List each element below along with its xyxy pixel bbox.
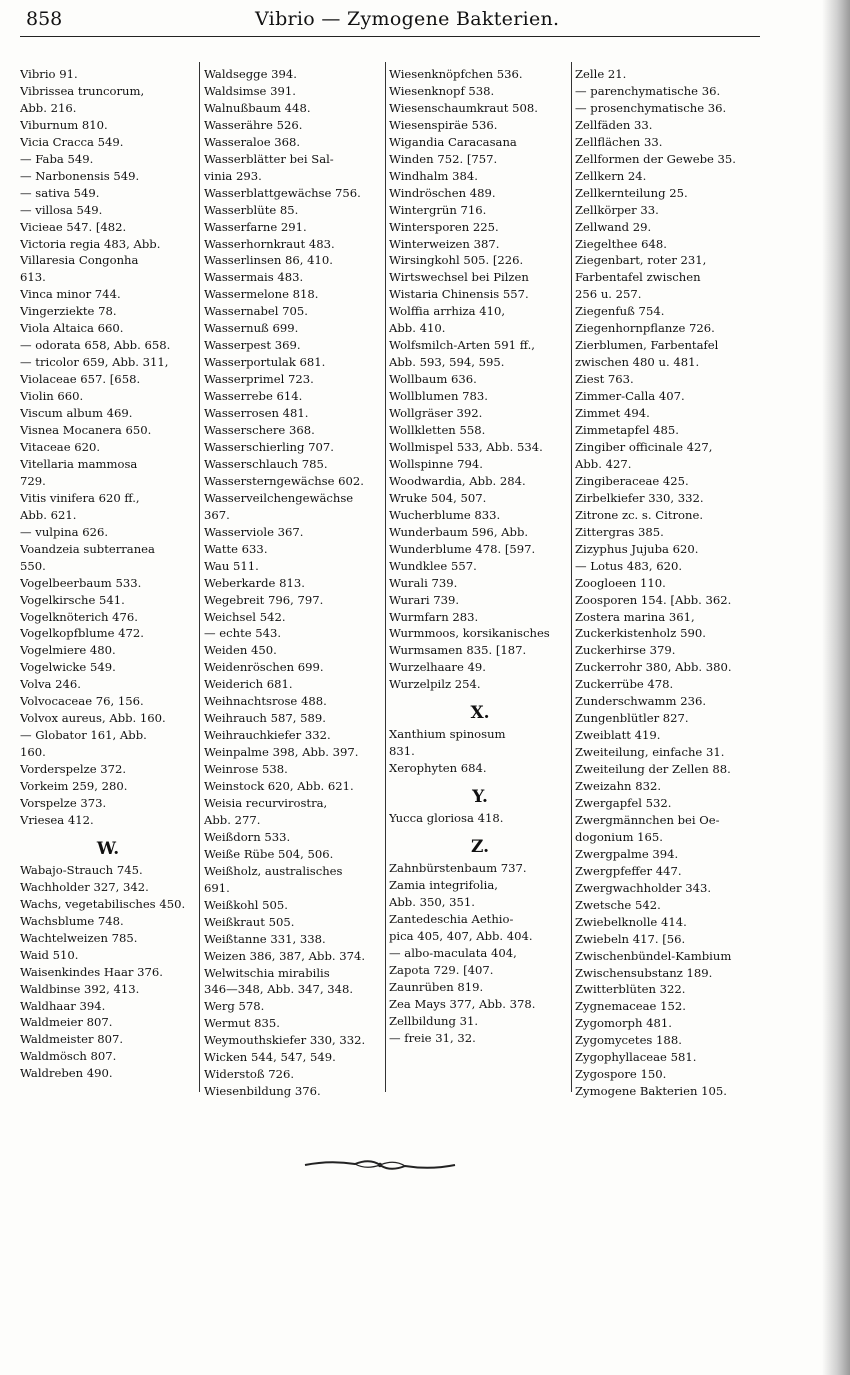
index-entry: — Globator 161, Abb. bbox=[20, 728, 147, 743]
index-entry: — echte 543. bbox=[204, 626, 282, 641]
index-entry: Zoosporen 154. [Abb. 362. bbox=[575, 592, 732, 607]
index-column-2 bbox=[204, 66, 382, 1100]
index-column-1 bbox=[20, 66, 196, 1082]
section-letter: Z. bbox=[470, 837, 490, 858]
index-entry: Zweiteilung, einfache 31. bbox=[575, 745, 725, 760]
index-entry: Xanthium spinosum bbox=[389, 727, 506, 742]
index-entry: Farbentafel zwischen bbox=[575, 270, 701, 285]
index-entry: Vingerziekte 78. bbox=[20, 304, 117, 319]
index-entry: Zymogene Bakterien 105. bbox=[575, 1084, 727, 1099]
index-entry: Vogelkopfblume 472. bbox=[20, 626, 144, 641]
index-entry: Zaunrüben 819. bbox=[389, 979, 484, 994]
index-entry: Vitaceae 620. bbox=[20, 439, 101, 454]
index-entry: Zantedeschia Aethio- bbox=[389, 911, 514, 926]
index-entry: Villaresia Congonha bbox=[20, 253, 139, 268]
index-entry: Wigandia Caracasana bbox=[389, 134, 517, 149]
index-entry: Ziegenfuß 754. bbox=[575, 304, 665, 319]
index-entry: Zuckerrübe 478. bbox=[575, 677, 674, 692]
index-entry: Weinstock 620, Abb. 621. bbox=[204, 779, 354, 794]
section-letter: Y. bbox=[472, 787, 488, 808]
index-entry: 256 u. 257. bbox=[575, 287, 642, 302]
index-entry: Widerstoß 726. bbox=[204, 1067, 295, 1082]
index-entry: Zellformen der Gewebe 35. bbox=[575, 151, 736, 166]
index-entry: Wasserportulak 681. bbox=[204, 355, 326, 370]
index-entry: zwischen 480 u. 481. bbox=[575, 355, 700, 370]
index-entry: Abb. 427. bbox=[575, 456, 632, 471]
index-entry: Welwitschia mirabilis bbox=[204, 965, 330, 980]
index-entry: Wollspinne 794. bbox=[389, 456, 483, 471]
index-entry: Wollblumen 783. bbox=[389, 389, 488, 404]
index-entry: Weißtanne 331, 338. bbox=[204, 931, 326, 946]
end-ornament bbox=[300, 1150, 460, 1180]
index-entry: Zwiebeln 417. [56. bbox=[575, 931, 686, 946]
index-entry: Zittergras 385. bbox=[575, 524, 664, 539]
index-entry: Wachsblume 748. bbox=[20, 913, 124, 928]
index-entry: Zwischensubstanz 189. bbox=[575, 965, 713, 980]
index-entry: Abb. 410. bbox=[389, 321, 446, 336]
index-entry: 831. bbox=[389, 744, 415, 759]
index-entry: Ziegenbart, roter 231, bbox=[575, 253, 707, 268]
index-entry: Walnußbaum 448. bbox=[204, 100, 311, 115]
index-entry: Voandzeia subterranea bbox=[20, 541, 155, 556]
index-entry: Waldsimse 391. bbox=[204, 83, 296, 98]
index-entry: Zapota 729. [407. bbox=[389, 962, 494, 977]
index-entry: Weihrauch 587, 589. bbox=[204, 711, 326, 726]
index-entry: Wirsingkohl 505. [226. bbox=[389, 253, 524, 268]
index-column-3 bbox=[389, 66, 571, 1047]
index-entry: Wurmmoos, korsikanisches bbox=[389, 626, 550, 641]
index-entry: Wintersporen 225. bbox=[389, 219, 499, 234]
index-entry: Wunderblume 478. [597. bbox=[389, 541, 536, 556]
index-entry: Zwischenbündel-Kambium bbox=[575, 948, 732, 963]
index-entry: Vogelbeerbaum 533. bbox=[20, 575, 142, 590]
index-entry: — albo-maculata 404, bbox=[389, 945, 517, 960]
index-entry: Vitellaria mammosa bbox=[20, 456, 138, 471]
index-entry: Zahnbürstenbaum 737. bbox=[389, 861, 527, 876]
index-entry: Volva 246. bbox=[20, 677, 81, 692]
section-letter: W. bbox=[96, 838, 120, 859]
index-entry: Wasserähre 526. bbox=[204, 117, 303, 132]
index-entry: Zingiberaceae 425. bbox=[575, 473, 689, 488]
index-entry: Vogelknöterich 476. bbox=[20, 609, 138, 624]
index-entry: Weinrose 538. bbox=[204, 762, 288, 777]
index-entry: Victoria regia 483, Abb. bbox=[20, 236, 161, 251]
index-entry: Wassermelone 818. bbox=[204, 287, 319, 302]
index-entry: Wachtelweizen 785. bbox=[20, 930, 138, 945]
index-entry: Yucca gloriosa 418. bbox=[389, 811, 504, 826]
page-header bbox=[0, 8, 850, 38]
index-entry: Watte 633. bbox=[204, 541, 268, 556]
index-entry: Zuckerkistenholz 590. bbox=[575, 626, 706, 641]
index-entry: Abb. 621. bbox=[20, 507, 77, 522]
index-entry: Zwiebelknolle 414. bbox=[575, 914, 687, 929]
column-divider bbox=[385, 62, 386, 1092]
index-entry: Zamia integrifolia, bbox=[389, 878, 498, 893]
index-entry: Zellfäden 33. bbox=[575, 117, 653, 132]
index-entry: Wurzelpilz 254. bbox=[389, 677, 481, 692]
index-entry: Wassernuß 699. bbox=[204, 321, 299, 336]
index-entry: Abb. 216. bbox=[20, 100, 77, 115]
index-entry: Weißkohl 505. bbox=[204, 897, 288, 912]
index-entry: Zellwand 29. bbox=[575, 219, 652, 234]
index-entry: Wundklee 557. bbox=[389, 558, 477, 573]
index-entry: Zostera marina 361, bbox=[575, 609, 695, 624]
column-divider bbox=[571, 62, 572, 1092]
index-entry: Wiesenspiräe 536. bbox=[389, 117, 498, 132]
index-column-4 bbox=[575, 66, 753, 1100]
index-entry: Wintergrün 716. bbox=[389, 202, 487, 217]
index-entry: Weißholz, australisches bbox=[204, 863, 343, 878]
index-entry: Zygomycetes 188. bbox=[575, 1033, 682, 1048]
index-entry: Weymouthskiefer 330, 332. bbox=[204, 1033, 366, 1048]
index-entry: Weberkarde 813. bbox=[204, 575, 305, 590]
index-entry: Waldhaar 394. bbox=[20, 998, 106, 1013]
index-entry: Waldmösch 807. bbox=[20, 1049, 117, 1064]
index-entry: — Lotus 483, 620. bbox=[575, 558, 683, 573]
index-entry: Wasserrebe 614. bbox=[204, 389, 303, 404]
index-entry: Wicken 544, 547, 549. bbox=[204, 1050, 336, 1065]
index-entry: Weihnachtsrose 488. bbox=[204, 694, 327, 709]
index-entry: Weisia recurvirostra, bbox=[204, 795, 328, 810]
index-entry: Vicia Cracca 549. bbox=[20, 134, 124, 149]
index-entry: Vriesea 412. bbox=[20, 812, 94, 827]
index-entry: Vogelwicke 549. bbox=[20, 660, 116, 675]
index-entry: Wolfsmilch-Arten 591 ff., bbox=[389, 338, 535, 353]
index-entry: Zunderschwamm 236. bbox=[575, 694, 707, 709]
index-entry: Zellkernteilung 25. bbox=[575, 185, 688, 200]
index-entry: Wucherblume 833. bbox=[389, 507, 501, 522]
section-letter: X. bbox=[470, 703, 490, 724]
page-number: 858 bbox=[26, 8, 63, 30]
index-entry: Volvox aureus, Abb. 160. bbox=[20, 711, 166, 726]
index-entry: — parenchymatische 36. bbox=[575, 83, 721, 98]
index-entry: Wurari 739. bbox=[389, 592, 460, 607]
index-entry: Weichsel 542. bbox=[204, 609, 286, 624]
index-entry: Waldsegge 394. bbox=[204, 67, 297, 81]
index-entry: Wasserschlauch 785. bbox=[204, 456, 328, 471]
index-entry: Wasserblüte 85. bbox=[204, 202, 299, 217]
index-entry: Wollbaum 636. bbox=[389, 372, 477, 387]
index-entry: Zuckerrohr 380, Abb. 380. bbox=[575, 660, 732, 675]
index-entry: Wassermais 483. bbox=[204, 270, 304, 285]
index-entry: Volvocaceae 76, 156. bbox=[20, 694, 144, 709]
index-entry: Wasserhornkraut 483. bbox=[204, 236, 335, 251]
index-entry: Viburnum 810. bbox=[20, 117, 108, 132]
index-entry: Woodwardia, Abb. 284. bbox=[389, 473, 526, 488]
index-entry: Abb. 350, 351. bbox=[389, 894, 475, 909]
index-entry: Winden 752. [757. bbox=[389, 151, 498, 166]
index-entry: Wasserveilchengewächse bbox=[204, 490, 354, 505]
index-entry: Waldbinse 392, 413. bbox=[20, 981, 140, 996]
index-entry: — tricolor 659, Abb. 311, bbox=[20, 355, 169, 370]
index-entry: Zweiblatt 419. bbox=[575, 728, 661, 743]
index-entry: Zierblumen, Farbentafel bbox=[575, 338, 719, 353]
index-entry: Zuckerhirse 379. bbox=[575, 643, 676, 658]
index-entry: Weißdorn 533. bbox=[204, 829, 291, 844]
index-entry: Zelle 21. bbox=[575, 67, 627, 81]
index-entry: Winterweizen 387. bbox=[389, 236, 500, 251]
index-entry: Zwergpalme 394. bbox=[575, 846, 679, 861]
index-entry: Abb. 277. bbox=[204, 812, 261, 827]
index-entry: Vitis vinifera 620 ff., bbox=[20, 490, 140, 505]
index-entry: Violin 660. bbox=[20, 389, 84, 404]
index-entry: Weiden 450. bbox=[204, 643, 277, 658]
index-entry: Weidenröschen 699. bbox=[204, 660, 324, 675]
index-entry: Vogelmiere 480. bbox=[20, 643, 116, 658]
index-entry: Ziegenhornpflanze 726. bbox=[575, 321, 715, 336]
index-entry: Wau 511. bbox=[204, 558, 259, 573]
index-entry: Windröschen 489. bbox=[389, 185, 496, 200]
index-entry: Vicieae 547. [482. bbox=[20, 219, 127, 234]
index-entry: Werg 578. bbox=[204, 999, 265, 1014]
index-entry: Wirtswechsel bei Pilzen bbox=[389, 270, 529, 285]
index-entry: Windhalm 384. bbox=[389, 168, 478, 183]
index-entry: 346—348, Abb. 347, 348. bbox=[204, 982, 354, 997]
index-entry: Zellbildung 31. bbox=[389, 1013, 479, 1028]
index-entry: Wiesenknopf 538. bbox=[389, 83, 495, 98]
index-entry: Weinpalme 398, Abb. 397. bbox=[204, 745, 359, 760]
index-entry: Wollmispel 533, Abb. 534. bbox=[389, 439, 543, 454]
index-entry: Wasserviole 367. bbox=[204, 524, 304, 539]
index-entry: Waid 510. bbox=[20, 947, 79, 962]
header-rule bbox=[20, 36, 760, 37]
index-entry: Zwergwachholder 343. bbox=[575, 880, 712, 895]
index-entry: Wabajo-Strauch 745. bbox=[20, 862, 143, 877]
index-entry: Zitrone zc. s. Citrone. bbox=[575, 507, 704, 522]
index-entry: 550. bbox=[20, 558, 46, 573]
index-entry: Zygnemaceae 152. bbox=[575, 999, 686, 1014]
index-entry: Zungenblütler 827. bbox=[575, 711, 689, 726]
index-entry: Zwergapfel 532. bbox=[575, 795, 672, 810]
index-entry: 613. bbox=[20, 270, 46, 285]
index-entry: 367. bbox=[204, 507, 230, 522]
index-entry: Wasserrosen 481. bbox=[204, 406, 309, 421]
index-entry: Wachholder 327, 342. bbox=[20, 879, 149, 894]
index-entry: Wunderbaum 596, Abb. bbox=[389, 524, 529, 539]
index-entry: Wasseraloe 368. bbox=[204, 134, 301, 149]
index-entry: Zizyphus Jujuba 620. bbox=[575, 541, 699, 556]
index-entry: Wiesenknöpfchen 536. bbox=[389, 67, 523, 81]
index-entry: — odorata 658, Abb. 658. bbox=[20, 338, 171, 353]
index-entry: Wistaria Chinensis 557. bbox=[389, 287, 529, 302]
index-entry: Vogelkirsche 541. bbox=[20, 592, 125, 607]
index-entry: Wurzelhaare 49. bbox=[389, 660, 486, 675]
index-entry: Zoogloeen 110. bbox=[575, 575, 666, 590]
index-entry: Zea Mays 377, Abb. 378. bbox=[389, 996, 536, 1011]
index-entry: Wermut 835. bbox=[204, 1016, 280, 1031]
index-entry: Viscum album 469. bbox=[20, 406, 133, 421]
index-entry: — villosa 549. bbox=[20, 202, 103, 217]
index-entry: Zimmet 494. bbox=[575, 406, 650, 421]
index-entry: Vorkeim 259, 280. bbox=[20, 779, 128, 794]
index-entry: — Faba 549. bbox=[20, 151, 94, 166]
index-entry: Zweizahn 832. bbox=[575, 779, 662, 794]
index-entry: Zimmer-Calla 407. bbox=[575, 389, 685, 404]
index-entry: — sativa 549. bbox=[20, 185, 100, 200]
index-entry: Wassernabel 705. bbox=[204, 304, 308, 319]
index-entry: Wollgräser 392. bbox=[389, 406, 483, 421]
index-entry: Zweiteilung der Zellen 88. bbox=[575, 762, 731, 777]
index-entry: Wollkletten 558. bbox=[389, 423, 486, 438]
index-entry: Wruke 504, 507. bbox=[389, 490, 487, 505]
index-entry: Zingiber officinale 427, bbox=[575, 439, 713, 454]
index-entry: Vibrio 91. bbox=[20, 67, 78, 81]
index-entry: Zwergmännchen bei Oe- bbox=[575, 812, 720, 827]
index-entry: Zygospore 150. bbox=[575, 1067, 667, 1082]
index-entry: Wasserblätter bei Sal- bbox=[204, 151, 334, 166]
page-edge-shadow bbox=[822, 0, 850, 1375]
index-entry: vinia 293. bbox=[204, 168, 262, 183]
index-entry: Wiesenbildung 376. bbox=[204, 1084, 321, 1099]
index-entry: Weiderich 681. bbox=[204, 677, 293, 692]
index-entry: Ziegelthee 648. bbox=[575, 236, 667, 251]
index-entry: Wassersterngewächse 602. bbox=[204, 473, 364, 488]
index-entry: Vorderspelze 372. bbox=[20, 762, 127, 777]
index-entry: — vulpina 626. bbox=[20, 524, 109, 539]
index-entry: Visnea Mocanera 650. bbox=[20, 423, 152, 438]
index-entry: — prosenchymatische 36. bbox=[575, 100, 727, 115]
index-entry: Weizen 386, 387, Abb. 374. bbox=[204, 948, 366, 963]
running-head: Vibrio — Zymogene Bakterien. bbox=[255, 8, 560, 30]
index-entry: Abb. 593, 594, 595. bbox=[389, 355, 505, 370]
index-entry: dogonium 165. bbox=[575, 829, 663, 844]
index-entry: Zimmetapfel 485. bbox=[575, 423, 679, 438]
index-entry: Violaceae 657. [658. bbox=[20, 372, 141, 387]
index-entry: Wurali 739. bbox=[389, 575, 458, 590]
index-entry: Vinca minor 744. bbox=[20, 287, 121, 302]
index-entry: Waldmeier 807. bbox=[20, 1015, 113, 1030]
index-entry: Waldreben 490. bbox=[20, 1066, 113, 1081]
index-entry: Vibrissea truncorum, bbox=[20, 83, 145, 98]
index-entry: Weißkraut 505. bbox=[204, 914, 295, 929]
index-entry: Wasserschierling 707. bbox=[204, 439, 334, 454]
index-entry: Zwetsche 542. bbox=[575, 897, 661, 912]
index-entry: Xerophyten 684. bbox=[389, 761, 487, 776]
index-entry: Wasserblattgewächse 756. bbox=[204, 185, 361, 200]
index-entry: Weihrauchkiefer 332. bbox=[204, 728, 331, 743]
index-entry: Wegebreit 796, 797. bbox=[204, 592, 324, 607]
index-entry: Zellflächen 33. bbox=[575, 134, 663, 149]
column-divider bbox=[199, 62, 200, 1092]
index-entry: pica 405, 407, Abb. 404. bbox=[389, 928, 533, 943]
index-entry: Wasserschere 368. bbox=[204, 423, 315, 438]
index-entry: — freie 31, 32. bbox=[389, 1030, 476, 1045]
index-entry: Wolffia arrhiza 410, bbox=[389, 304, 506, 319]
index-entry: Wasserpest 369. bbox=[204, 338, 301, 353]
index-entry: Wachs, vegetabilisches 450. bbox=[20, 896, 186, 911]
index-entry: Wiesenschaumkraut 508. bbox=[389, 100, 538, 115]
index-entry: — Narbonensis 549. bbox=[20, 168, 140, 183]
index-entry: 729. bbox=[20, 473, 46, 488]
index-entry: 160. bbox=[20, 745, 46, 760]
index-entry: Zygomorph 481. bbox=[575, 1016, 672, 1031]
index-entry: Zellkörper 33. bbox=[575, 202, 659, 217]
index-entry: Zwergpfeffer 447. bbox=[575, 863, 682, 878]
index-entry: 691. bbox=[204, 880, 230, 895]
index-entry: Wasserfarne 291. bbox=[204, 219, 307, 234]
index-entry: Zygophyllaceae 581. bbox=[575, 1050, 697, 1065]
index-entry: Wasserlinsen 86, 410. bbox=[204, 253, 333, 268]
index-entry: Wurmsamen 835. [187. bbox=[389, 643, 527, 658]
index-entry: Wasserprimel 723. bbox=[204, 372, 314, 387]
index-entry: Viola Altaica 660. bbox=[20, 321, 124, 336]
index-entry: Wurmfarn 283. bbox=[389, 609, 479, 624]
index-entry: Zirbelkiefer 330, 332. bbox=[575, 490, 704, 505]
index-entry: Vorspelze 373. bbox=[20, 795, 107, 810]
index-entry: Waldmeister 807. bbox=[20, 1032, 124, 1047]
index-entry: Zwitterblüten 322. bbox=[575, 982, 686, 997]
index-entry: Ziest 763. bbox=[575, 372, 634, 387]
index-entry: Zellkern 24. bbox=[575, 168, 647, 183]
index-entry: Weiße Rübe 504, 506. bbox=[204, 846, 334, 861]
index-entry: Waisenkindes Haar 376. bbox=[20, 964, 163, 979]
